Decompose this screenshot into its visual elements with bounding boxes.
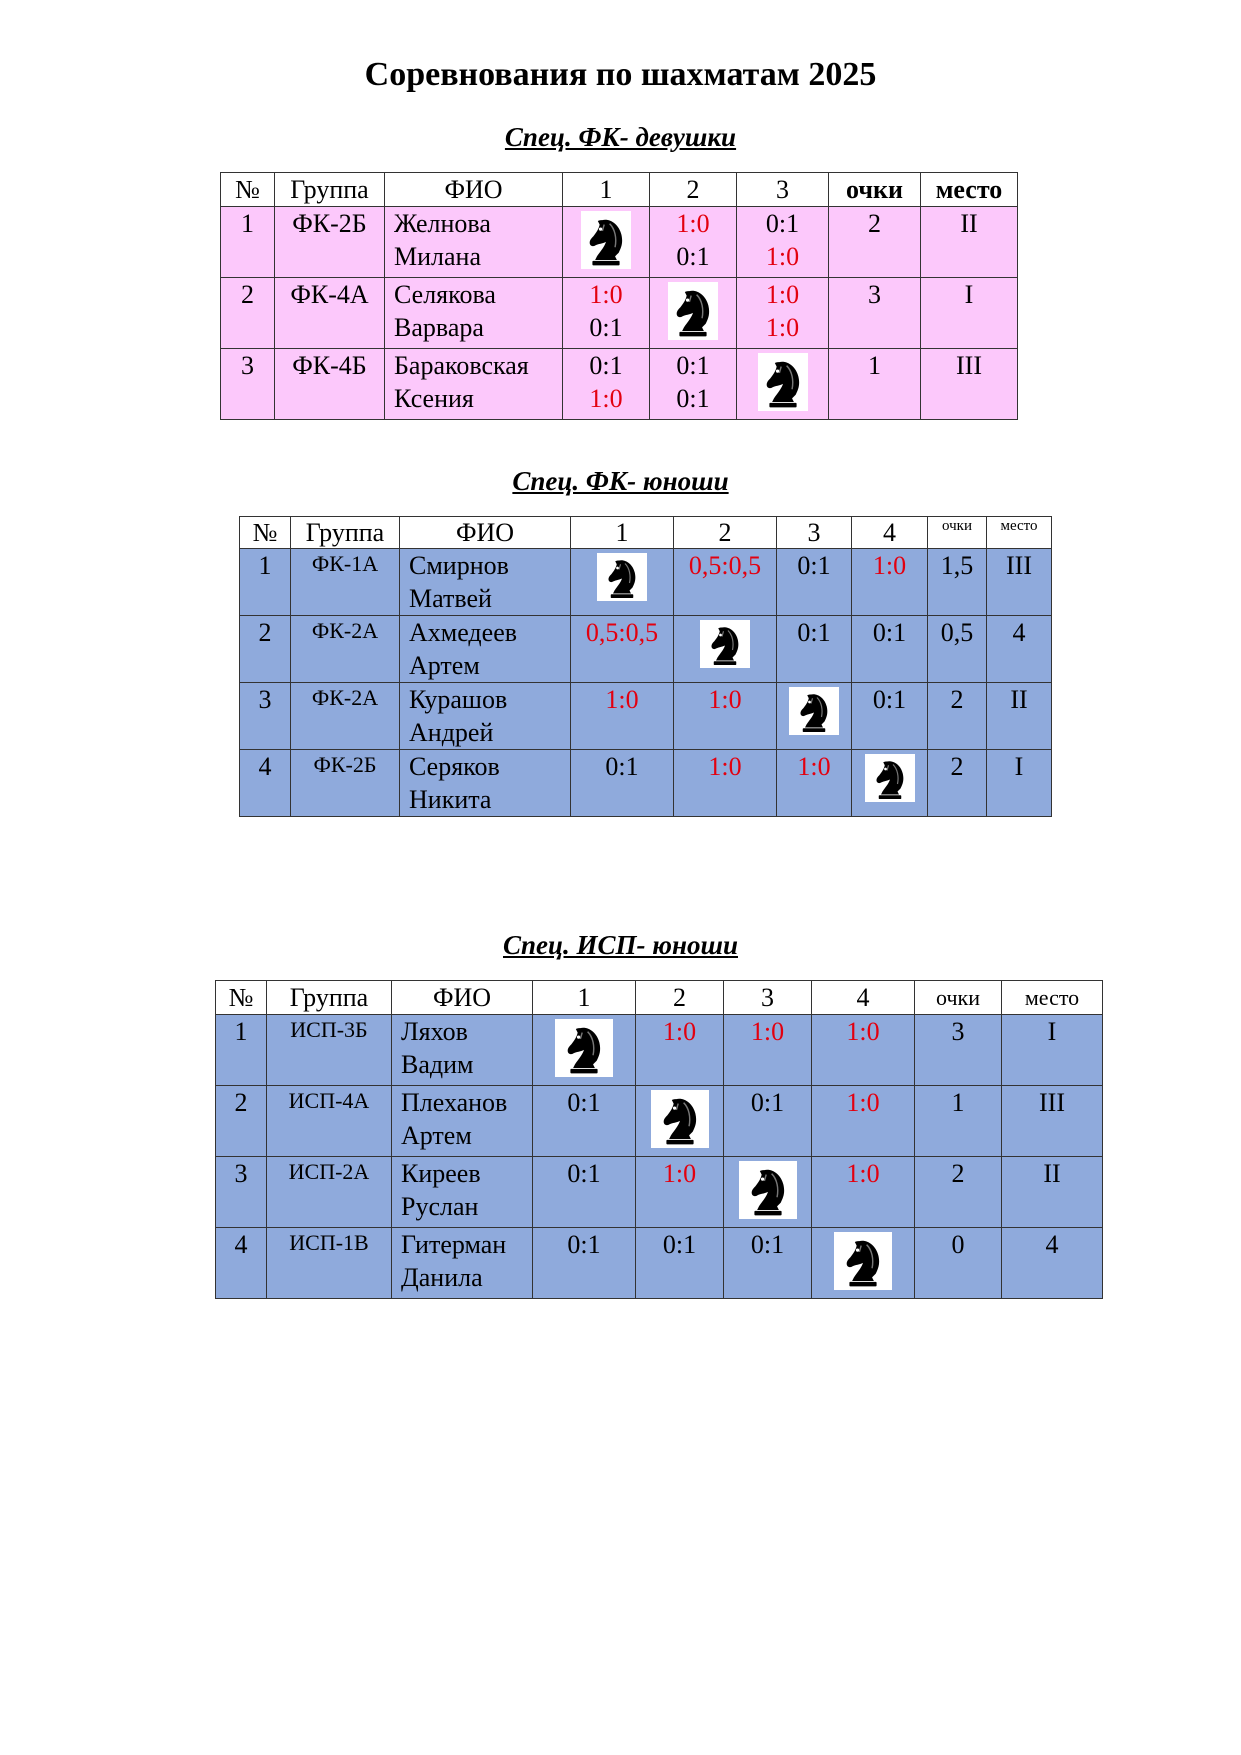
game-result: 0:1 (765, 209, 800, 238)
result-cell (563, 207, 650, 278)
place-cell: I (921, 278, 1018, 349)
page-title: Соревнования по шахматам 2025 (364, 56, 877, 93)
result-cell (674, 616, 777, 683)
column-header: 4 (852, 517, 928, 549)
result-cell (812, 1228, 915, 1299)
last-name: Серяков (409, 752, 500, 781)
first-name: Никита (409, 785, 492, 814)
result-cell (852, 616, 928, 683)
chess-knight-icon (789, 687, 839, 735)
first-name: Руслан (401, 1192, 479, 1221)
result-cell (636, 1157, 724, 1228)
row-number: 3 (221, 349, 275, 420)
chess-knight-icon (597, 553, 647, 601)
row-number: 3 (216, 1157, 267, 1228)
result-cell (724, 1086, 812, 1157)
column-header: 3 (724, 981, 812, 1015)
table-row (240, 616, 1052, 683)
game-result: 1:0 (708, 685, 742, 714)
points-cell: 2 (829, 207, 921, 278)
game-result: 0,5:0,5 (688, 551, 762, 580)
row-number: 4 (216, 1228, 267, 1299)
place-cell: III (987, 549, 1052, 616)
table-row (221, 278, 1018, 349)
first-name: Ксения (394, 384, 474, 413)
game-result: 0:1 (872, 618, 907, 647)
last-name: Ляхов (401, 1017, 468, 1046)
game-result: 1:0 (662, 1159, 697, 1188)
result-cell (852, 549, 928, 616)
column-header: очки (829, 173, 921, 207)
table-row (240, 750, 1052, 817)
group-cell: ИСП-3Б (267, 1015, 392, 1086)
column-header: 2 (650, 173, 737, 207)
game-result: 1:0 (765, 313, 800, 342)
points-cell: 2 (915, 1157, 1002, 1228)
group-cell: ИСП-2А (267, 1157, 392, 1228)
participant-name (385, 278, 563, 349)
table-header-row (240, 517, 1052, 549)
column-header: 4 (812, 981, 915, 1015)
group-cell: ФК-2Б (275, 207, 385, 278)
chess-knight-icon (581, 211, 631, 269)
game-result: 0:1 (662, 1230, 697, 1259)
column-header: ФИО (400, 517, 571, 549)
column-header: 1 (563, 173, 650, 207)
row-number: 2 (216, 1086, 267, 1157)
row-number: 1 (216, 1015, 267, 1086)
place-cell: 4 (1002, 1228, 1103, 1299)
game-result: 1:0 (708, 752, 742, 781)
table-row (221, 349, 1018, 420)
points-cell: 1 (915, 1086, 1002, 1157)
points-cell: 0 (915, 1228, 1002, 1299)
column-header: № (240, 517, 291, 549)
column-header: место (987, 517, 1052, 549)
column-header: ФИО (385, 173, 563, 207)
row-number: 3 (240, 683, 291, 750)
last-name: Желнова (394, 209, 491, 238)
place-cell: I (1002, 1015, 1103, 1086)
game-result: 0:1 (676, 351, 710, 380)
column-header: ФИО (392, 981, 533, 1015)
result-cell (571, 750, 674, 817)
result-cell (724, 1228, 812, 1299)
column-header: 2 (636, 981, 724, 1015)
chess-knight-icon (668, 282, 718, 340)
participant-name (400, 750, 571, 817)
participant-name (400, 683, 571, 750)
first-name: Данила (401, 1263, 483, 1292)
column-header: № (221, 173, 275, 207)
game-result: 0:1 (567, 1230, 601, 1259)
participant-name (392, 1228, 533, 1299)
section-title-isp-boys: Спец. ИСП- юноши (503, 930, 738, 960)
group-cell: ФК-2Б (291, 750, 400, 817)
row-number: 1 (240, 549, 291, 616)
last-name: Курашов (409, 685, 508, 714)
result-cell (563, 349, 650, 420)
column-header: Группа (267, 981, 392, 1015)
game-result: 0,5:0,5 (585, 618, 659, 647)
last-name: Гитерман (401, 1230, 507, 1259)
last-name: Плеханов (401, 1088, 508, 1117)
row-number: 2 (240, 616, 291, 683)
points-cell: 1 (829, 349, 921, 420)
result-cell (737, 349, 829, 420)
result-cell (636, 1228, 724, 1299)
game-result: 1:0 (662, 1017, 697, 1046)
result-cell (650, 207, 737, 278)
first-name: Вадим (401, 1050, 474, 1079)
section-title-girls: Спец. ФК- девушки (504, 122, 737, 152)
points-cell: 1,5 (928, 549, 987, 616)
game-result: 0:1 (567, 1159, 601, 1188)
results-table-girls (220, 172, 1018, 420)
group-cell: ФК-4А (275, 278, 385, 349)
last-name: Бараковская (394, 351, 529, 380)
column-header: 1 (571, 517, 674, 549)
game-result: 1:0 (676, 209, 710, 238)
result-cell (812, 1086, 915, 1157)
game-result: 1:0 (750, 1017, 785, 1046)
table-row (216, 1015, 1103, 1086)
game-result: 0:1 (750, 1088, 785, 1117)
results-table-fk-boys (239, 516, 1052, 817)
game-result: 0:1 (567, 1088, 601, 1117)
chess-knight-icon (758, 353, 808, 411)
result-cell (724, 1157, 812, 1228)
result-cell (777, 683, 852, 750)
last-name: Ахмедеев (409, 618, 518, 647)
game-result: 0:1 (750, 1230, 785, 1259)
game-result: 1:0 (846, 1159, 880, 1188)
game-result: 1:0 (589, 280, 623, 309)
column-header: № (216, 981, 267, 1015)
group-cell: ФК-2А (291, 683, 400, 750)
participant-name (392, 1015, 533, 1086)
result-cell (737, 278, 829, 349)
result-cell (674, 683, 777, 750)
game-result: 0:1 (605, 752, 639, 781)
result-cell (533, 1228, 636, 1299)
result-cell (650, 278, 737, 349)
column-header: место (1002, 981, 1103, 1015)
place-cell: II (921, 207, 1018, 278)
game-result: 1:0 (605, 685, 639, 714)
participant-name (385, 207, 563, 278)
group-cell: ФК-4Б (275, 349, 385, 420)
points-cell: 0,5 (928, 616, 987, 683)
column-header: 3 (737, 173, 829, 207)
game-result: 1:0 (846, 1017, 880, 1046)
game-result: 0:1 (589, 351, 623, 380)
points-cell: 3 (829, 278, 921, 349)
game-result: 1:0 (765, 280, 800, 309)
game-result: 0:1 (872, 685, 907, 714)
last-name: Киреев (401, 1159, 481, 1188)
game-result: 0:1 (797, 551, 831, 580)
first-name: Матвей (409, 584, 492, 613)
result-cell (636, 1086, 724, 1157)
result-cell (533, 1157, 636, 1228)
result-cell (650, 349, 737, 420)
game-result: 0:1 (676, 384, 710, 413)
chess-knight-icon (700, 620, 750, 668)
table-row (216, 1086, 1103, 1157)
result-cell (812, 1015, 915, 1086)
group-cell: ФК-1А (291, 549, 400, 616)
result-cell (533, 1086, 636, 1157)
chess-knight-icon (865, 754, 915, 802)
table-row (240, 549, 1052, 616)
row-number: 1 (221, 207, 275, 278)
game-result: 1:0 (765, 242, 800, 271)
place-cell: III (921, 349, 1018, 420)
place-cell: 4 (987, 616, 1052, 683)
chess-knight-icon (555, 1019, 613, 1077)
result-cell (563, 278, 650, 349)
game-result: 1:0 (872, 551, 907, 580)
game-result: 1:0 (589, 384, 623, 413)
result-cell (777, 616, 852, 683)
result-cell (674, 750, 777, 817)
table-row (240, 683, 1052, 750)
result-cell (737, 207, 829, 278)
game-result: 0:1 (797, 618, 831, 647)
result-cell (571, 616, 674, 683)
table-header-row (221, 173, 1018, 207)
row-number: 2 (221, 278, 275, 349)
result-cell (724, 1015, 812, 1086)
chess-knight-icon (651, 1090, 709, 1148)
points-cell: 2 (928, 750, 987, 817)
column-header: Группа (291, 517, 400, 549)
participant-name (400, 616, 571, 683)
result-cell (636, 1015, 724, 1086)
last-name: Селякова (394, 280, 496, 309)
result-cell (777, 750, 852, 817)
result-cell (571, 683, 674, 750)
group-cell: ИСП-4А (267, 1086, 392, 1157)
results-table-isp-boys (215, 980, 1103, 1299)
participant-name (385, 349, 563, 420)
last-name: Смирнов (409, 551, 509, 580)
place-cell: II (1002, 1157, 1103, 1228)
column-header: Группа (275, 173, 385, 207)
column-header: 1 (533, 981, 636, 1015)
first-name: Милана (394, 242, 482, 271)
first-name: Варвара (394, 313, 484, 342)
game-result: 0:1 (676, 242, 710, 271)
result-cell (852, 683, 928, 750)
table-row (221, 207, 1018, 278)
table-row (216, 1228, 1103, 1299)
first-name: Андрей (409, 718, 494, 747)
game-result: 0:1 (589, 313, 623, 342)
result-cell (674, 549, 777, 616)
game-result: 1:0 (846, 1088, 880, 1117)
points-cell: 3 (915, 1015, 1002, 1086)
result-cell (852, 750, 928, 817)
participant-name (392, 1157, 533, 1228)
participant-name (392, 1086, 533, 1157)
result-cell (812, 1157, 915, 1228)
first-name: Артем (401, 1121, 472, 1150)
table-row (216, 1157, 1103, 1228)
section-title-fk-boys: Спец. ФК- юноши (512, 466, 729, 496)
column-header: 2 (674, 517, 777, 549)
participant-name (400, 549, 571, 616)
group-cell: ИСП-1В (267, 1228, 392, 1299)
place-cell: I (987, 750, 1052, 817)
first-name: Артем (409, 651, 480, 680)
place-cell: II (987, 683, 1052, 750)
table-header-row (216, 981, 1103, 1015)
chess-knight-icon (834, 1232, 892, 1290)
result-cell (533, 1015, 636, 1086)
column-header: очки (928, 517, 987, 549)
points-cell: 2 (928, 683, 987, 750)
place-cell: III (1002, 1086, 1103, 1157)
column-header: очки (915, 981, 1002, 1015)
group-cell: ФК-2А (291, 616, 400, 683)
column-header: 3 (777, 517, 852, 549)
row-number: 4 (240, 750, 291, 817)
chess-knight-icon (739, 1161, 797, 1219)
column-header: место (921, 173, 1018, 207)
result-cell (571, 549, 674, 616)
result-cell (777, 549, 852, 616)
game-result: 1:0 (797, 752, 831, 781)
